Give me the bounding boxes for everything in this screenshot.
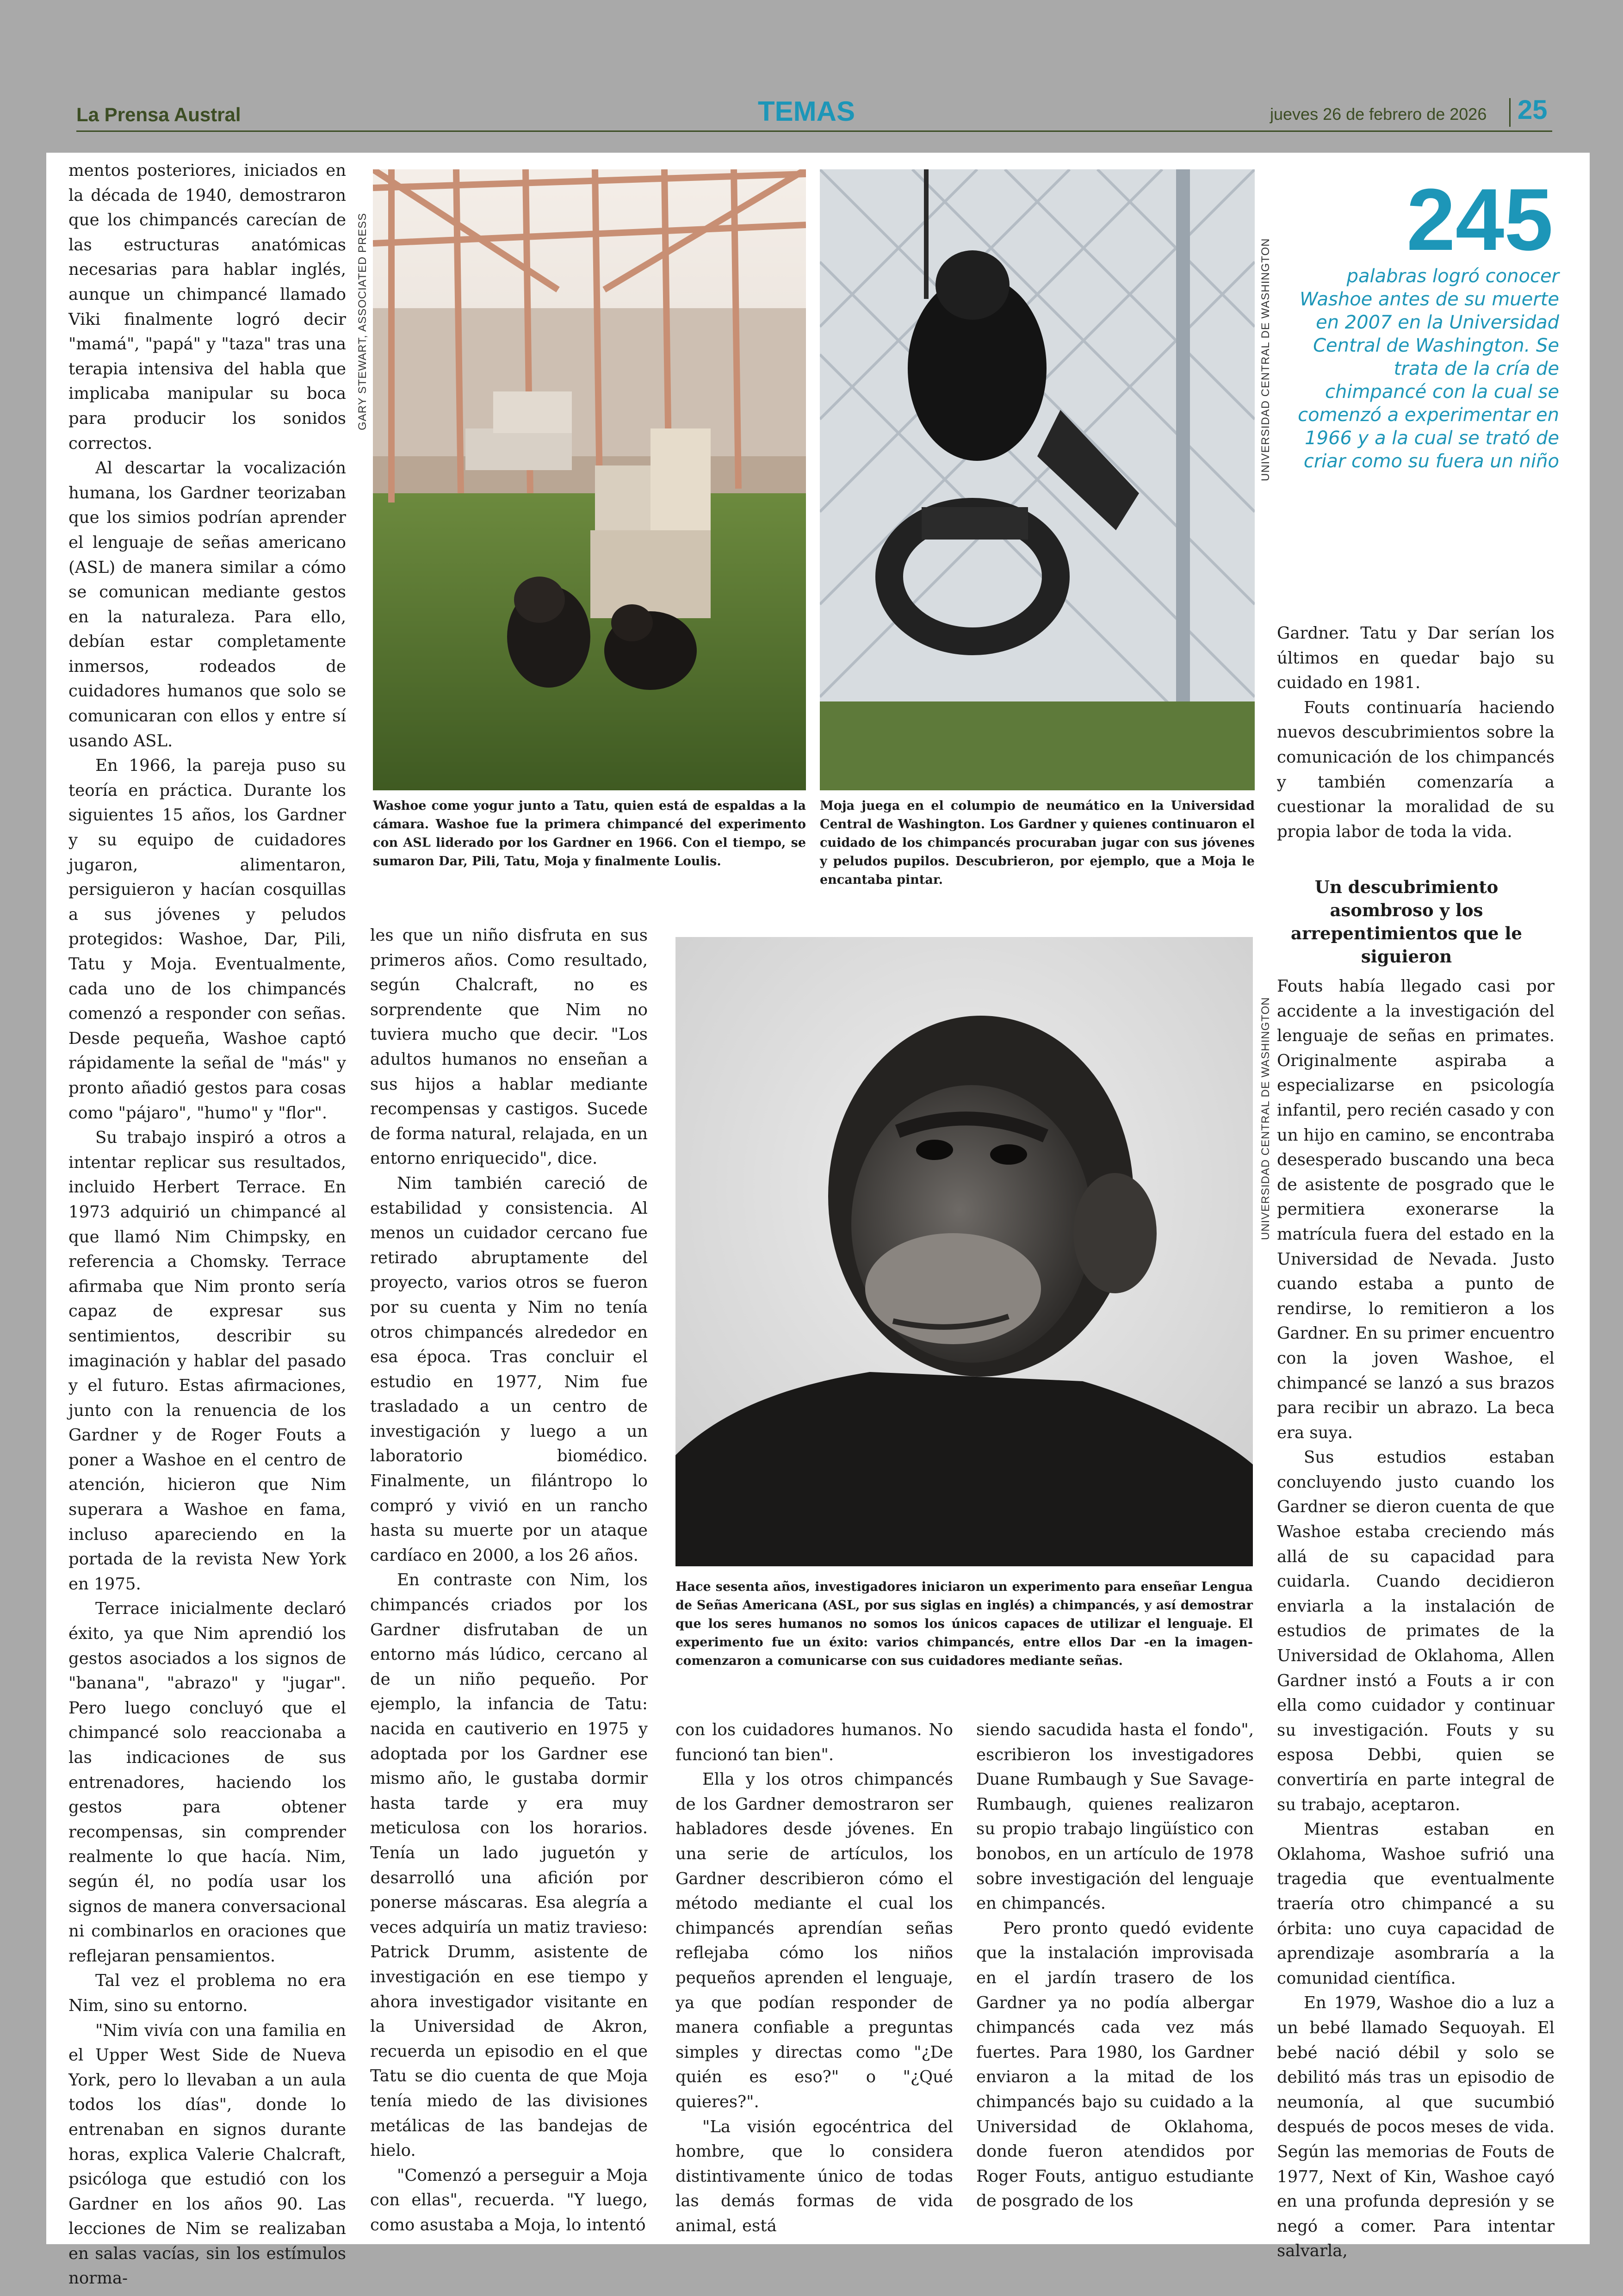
paragraph: Pero pronto quedó evidente que la instalación improvisada en el jardín trasero de los Gardner ya no podía albergar chimpancés cada vez más fuertes. Para 1980, los Gardner enviaron a la mitad de los chimpancés bajo su cuidado a la Universidad de Oklahoma, donde fueron atendidos por Roger Fouts, antiguo estudiante de posgrado de los [976, 1918, 1254, 2211]
paragraph: En contraste con Nim, los chimpancés criados por los Gardner disfrutaban de un entorno más lúdico, cercano al de un niño pequeño. Por ejemplo, la infancia de Tatu: nacida en cautiverio en 1975 y adoptada por los Gardner ese mismo año, le gustaba dormir hasta tarde y era muy meticulosa con los horarios. Tenía un lado juguetón y desarrolló una afición por ponerse máscaras. Esa alegría a veces adquiría un matiz travieso: Patrick Drumm, asistente de investigación en ese tiempo y ahora investigador visitante en la Universidad de Akron, recuerda un episodio en el que Tatu se dio cuenta de que Moja tenía miedo de las divisiones metálicas de las bandejas de hielo. [370, 1570, 648, 2160]
paragraph: Tal vez el problema no era Nim, sino su entorno. [68, 1971, 346, 2015]
paragraph: mentos posteriores, iniciados en la década de 1940, demostraron que los chimpancés carecían de las estructuras anatómicas necesarias para hablar inglés, aunque un chimpancé llamado Viki finalmente logró decir "mamá", "papá" y "taza" tras una terapia intensiva del habla que implicaba manipular su boca para producir los sonidos correctos. [68, 161, 346, 453]
paragraph: Ella y los otros chimpancés de los Gardner demostraron ser habladores desde jóvenes. En una serie de artículos, los Gardner describieron cómo el método mediante el cual los chimpancés aprendían señas reflejaba cómo los niños pequeños aprenden el lenguaje, ya que podían responder de manera confiable a preguntas simples y directas como "¿De quién es eso?" o "¿Qué quieres?". [675, 1770, 953, 2111]
paragraph: "Nim vivía con una familia en el Upper West Side de Nueva York, pero lo llevaban a un aula todos los días", donde lo entrenaban en signos durante horas, explica Valerie Chalcraft, psicóloga que estudió con los Gardner en los años 90. Las lecciones de Nim se realizaban en salas vacías, sin los estímulos norma- [68, 2021, 346, 2288]
article-column-1 [68, 158, 346, 2288]
photo2-credit: UNIVERSIDAD CENTRAL DE WASHINGTON [1259, 238, 1272, 481]
photo-dar-portrait [675, 937, 1253, 1566]
paragraph: Nim también careció de estabilidad y consistencia. Al menos un cuidador cercano fue retirado abruptamente del proyecto, varios otros se fueron por su cuenta y Nim no tenía otros chimpancés alrededor en esa época. Tras concluir el estudio en 1977, Nim fue trasladado a un centro de investigación y luego a un laboratorio biomédico. Finalmente, un filántropo lo compró y vivió en un rancho hasta su muerte por un ataque cardíaco en 2000, a los 26 años. [370, 1173, 648, 1565]
paragraph: con los cuidadores humanos. No funcionó tan bien". [675, 1720, 953, 1764]
photo3-caption: Hace sesenta años, investigadores iniciaron un experimento para enseñar Lengua de Señas Americana (ASL, por sus siglas en inglés) a chimpancés, y así demostrar que los seres humanos no somos los únicos capaces de utilizar el lenguaje. El experimento fue un éxito: varios chimpancés, entre ellos Dar -en la imagen- comenzaron a comunicarse con sus cuidadores mediante señas. [675, 1580, 1253, 1668]
paragraph: Fouts había llegado casi por accidente a la investigación del lenguaje de señas en primates. Originalmente aspiraba a especializarse en psicología infantil, pero recién casado y con un hijo en camino, se encontraba desesperado buscando una beca de asistente de posgrado que le permitiera exonerarse la matrícula fuera del estado en la Universidad de Nevada. Justo cuando estaba a punto de rendirse, lo remitieron a los Gardner. En su primer encuentro con la joven Washoe, el chimpancé se lanzó a sus brazos para recibir un abrazo. La beca era suya. [1277, 977, 1555, 1442]
article-column-5-top [1277, 621, 1555, 862]
section-subheading: Un descubrimiento asombroso y los arrepentimientos que le siguieron [1291, 877, 1522, 967]
paragraph: Terrace inicialmente declaró éxito, ya que Nim aprendió los gestos asociados a los signos de "banana", "abrazo" y "jugar". Pero luego concluyó que el chimpancé solo reaccionaba a las indicaciones de sus entrenadores, haciendo los gestos para obtener recompensas, sin comprender realmente lo que hacía. Nim, según él, no podía usar los signos de manera conversacional ni combinarlos en oraciones que reflejaran pensamientos. [68, 1599, 346, 1966]
article-column-5-bottom [1277, 974, 1555, 2261]
photo3-credit: UNIVERSIDAD CENTRAL DE WASHINGTON [1259, 997, 1272, 1240]
paragraph: Al descartar la vocalización humana, los Gardner teorizaban que los simios podrían aprender el lenguaje de señas americano (ASL) de manera similar a cómo se comunican mediante gestos en la naturaleza. Para ello, debían estar completamente inmersos, rodeados de cuidadores humanos que solo se comunicaran con ellos y entre sí usando ASL. [68, 459, 346, 751]
paragraph: Mientras estaban en Oklahoma, Washoe sufrió una tragedia que eventualmente traería otro chimpancé a su órbita: uno cuya capacidad de aprendizaje asombraría a la comunidad científica. [1277, 1820, 1555, 1988]
paragraph: En 1966, la pareja puso su teoría en práctica. Durante los siguientes 15 años, los Gardner y su equipo de cuidadores jugaron, alimentaron, persiguieron y hacían cosquillas a sus jóvenes y peludos protegidos: Washoe, Dar, Pili, Tatu y Moja. Eventualmente, cada uno de los chimpancés comenzó a responder con señas. Desde pequeña, Washoe captó rápidamente la señal de "más" y pronto añadió gestos para cosas como "pájaro", "humo" y "flor". [68, 756, 346, 1123]
photo1-credit: GARY STEWART, ASSOCIATED PRESS [356, 212, 369, 430]
photo2-caption: Moja juega en el columpio de neumático en la Universidad Central de Washington. Los Gardner y quienes continuaron el cuidado de los chimpancés procuraban jugar con sus jóvenes y peludos pupilos. Descubrieron, por ejemplo, que a Moja le encantaba pintar. [820, 799, 1255, 887]
paragraph: Su trabajo inspiró a otros a intentar replicar sus resultados, incluido Herbert Terrace. En 1973 adquirió un chimpancé al que llamó Nim Chimpsky, en referencia a Chomsky. Terrace afirmaba que Nim pronto sería capaz de expresar sus sentimientos, describir su imaginación y hablar del pasado y el futuro. Estas afirmaciones, junto con la renuencia de los Gardner y de Roger Fouts a poner a Washoe en el centro de atención, hicieron que Nim superara a Washoe en fama, incluso apareciendo en la portada de la revista New York en 1975. [68, 1128, 346, 1594]
paragraph: les que un niño disfruta en sus primeros años. Como resultado, según Chalcraft, no es sorprendente que Nim no tuviera mucho que decir. "Los adultos humanos no enseñan a sus hijos a hablar mediante recompensas y castigos. Sucede de forma natural, relajada, en un entorno enriquecido", dice. [370, 926, 648, 1168]
issue-date: jueves 26 de febrero de 2026 [1270, 105, 1487, 124]
callout-text: palabras logró conocer Washoe antes de su muerte en 2007 en la Universidad Central de Washington. Se trata de la cría de chimpancé con la cual se comenzó a experimentar en 1966 y a la cual se trató de criar como su fuera un niño [1298, 266, 1559, 472]
photo1-caption: Washoe come yogur junto a Tatu, quien está de espaldas a la cámara. Washoe fue la primera chimpancé del experimento con ASL liderado por los Gardner en 1966. Con el tiempo, se sumaron Dar, Pili, Tatu, Moja y finalmente Loulis. [373, 799, 806, 869]
header-divider [1509, 98, 1511, 127]
page-number: 25 [1518, 95, 1548, 125]
paragraph: Gardner. Tatu y Dar serían los últimos en quedar bajo su cuidado en 1981. [1277, 624, 1555, 693]
header-rule [76, 130, 1552, 132]
paragraph: "La visión egocéntrica del hombre, que lo considera distintivamente único de todas las demás formas de vida animal, está [675, 2117, 953, 2235]
paragraph: "Comenzó a perseguir a Moja con ellas", recuerda. "Y luego, como asustaba a Moja, lo intentó [370, 2166, 648, 2234]
newspaper-brand: La Prensa Austral [76, 104, 241, 125]
photo-washoe-tatu-enclosure [373, 169, 806, 790]
paragraph: En 1979, Washoe dio a luz a un bebé llamado Sequoyah. El bebé nació débil y solo se debilitó más tras un episodio de neumonía, al que sucumbió después de pocos meses de vida. Según las memorias de Fouts de 1977, Next of Kin, Washoe cayó en una profunda depresión y se negó a comer. Para intentar salvarla, [1277, 1993, 1555, 2261]
photo-moja-tire-swing [820, 169, 1255, 790]
callout-number: 245 [1406, 171, 1554, 269]
section-title: TEMAS [758, 96, 855, 127]
paragraph: Fouts continuaría haciendo nuevos descubrimientos sobre la comunicación de los chimpancés y también comenzaría a cuestionar la moralidad de su propia labor de toda la vida. [1277, 698, 1555, 841]
article-column-2 [370, 923, 648, 2234]
article-column-4 [976, 1718, 1254, 2211]
paragraph: Sus estudios estaban concluyendo justo cuando los Gardner se dieron cuenta de que Washoe estaba creciendo más allá de su capacidad para cuidarla. Cuando decidieron enviarla a la instalación de estudios de primates de la Universidad de Oklahoma, Allen Gardner instó a Fouts a ir con ella como cuidador y continuar su investigación. Fouts y su esposa Debbi, quien se convertiría en parte integral de su trabajo, aceptaron. [1277, 1448, 1555, 1814]
article-column-3 [675, 1718, 953, 2235]
paragraph: siendo sacudida hasta el fondo", escribieron los investigadores Duane Rumbaugh y Sue Savage-Rumbaugh, quienes realizaron su propio trabajo lingüístico con bonobos, en un artículo de 1978 sobre investigación del lenguaje en chimpancés. [976, 1720, 1254, 1913]
